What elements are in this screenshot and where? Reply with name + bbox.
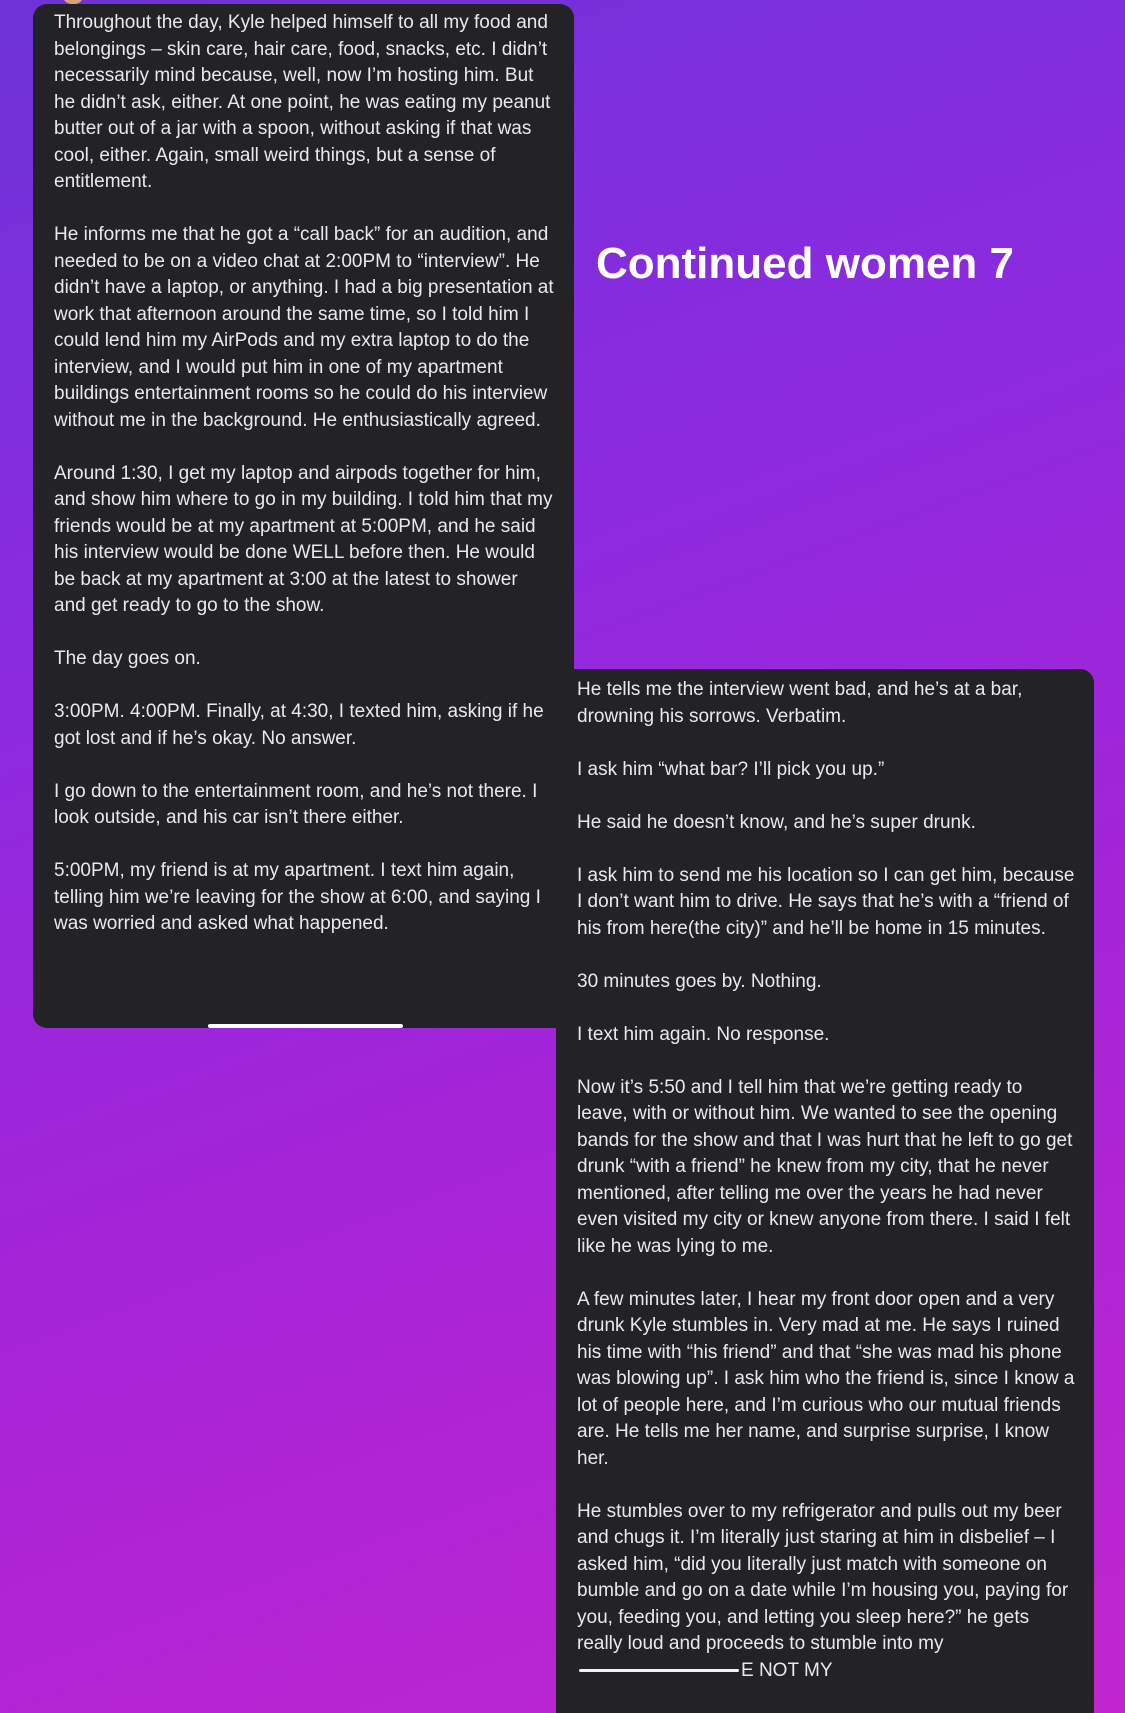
paragraph: I ask him “what bar? I’ll pick you up.” [577,758,885,780]
paragraph: 5:00PM, my friend is at my apartment. I text him again, telling him we’re leaving for the show at 6:00, and saying I was worried and asked what happened. [54,860,541,934]
paragraph: I ask him to send me his location so I can get him, because I don’t want him to drive. He says that he’s with a “friend of his from here(the city)” and he’ll be home in 15 minutes. [577,864,1075,939]
paragraph: I go down to the entertainment room, and he’s not there. I look outside, and his car isn’t there either. [54,780,538,828]
paragraph: 3:00PM. 4:00PM. Finally, at 4:30, I texted him, asking if he got lost and if he’s okay. No answer. [54,701,544,749]
paragraph: Throughout the day, Kyle helped himself to all my food and belongings – skin care, hair care, food, snacks, etc. I didn’t necessarily mind because, well, now I’m hosting him. But he didn’t ask, either. At one point, he was eating my peanut butter out of a jar with a spoon, without asking if that was cool, either. Again, small weird things, but a sense of entitlement. [54,12,551,192]
paragraph: The day goes on. [54,648,201,669]
paragraph: 30 minutes goes by. Nothing. [577,970,822,992]
paragraph-last-start: He stumbles over to my refrigerator and pulls out my beer and chugs it. I’m literally just staring at him in disbelief – I asked him, “did you literally just match with someone on bumble and go on a date while I’m housing you, paying for you, feeding you, and letting you sleep here?” he gets really loud and proceeds to stumble into my [577,1500,1069,1654]
paragraph: He informs me that he got a “call back” for an audition, and needed to be on a video chat at 2:00PM to “interview”. He didn’t have a laptop, or anything. I had a big presentation at work that afternoon around the same time, so I told him I could lend him my AirPods and my extra laptop to do the interview, and I would put him in one of my apartment buildings entertainment rooms so he could do his interview without me in the background. He enthusiastically agreed. [54,224,554,431]
paragraph: I text him again. No response. [577,1023,830,1045]
paragraph: Around 1:30, I get my laptop and airpods together for him, and show him where to go in my building. I told him that my friends would be at my apartment at 5:00PM, and he said his interview would be done WELL before then. He would be back at my apartment at 3:00 at the latest to shower and get ready to go to the show. [54,462,553,616]
paragraph-last-end: E NOT MY [741,1659,833,1681]
scroll-indicator [208,1024,403,1028]
story-headline: Continued women 7 [596,239,1014,288]
paragraph: He tells me the interview went bad, and he’s at a bar, drowning his sorrows. Verbatim. [577,679,1023,727]
story-text-card-right [556,669,1094,1713]
paragraph: He said he doesn’t know, and he’s super drunk. [577,811,976,833]
redaction-line [579,1669,739,1672]
paragraph-last [577,1499,1076,1685]
story-text-card-left [33,4,574,1028]
paragraph: A few minutes later, I hear my front door open and a very drunk Kyle stumbles in. Very mad at me. He says I ruined his time with “his friend” and that “she was mad his phone was blowing up”. I ask him who the friend is, since I know a lot of people here, and I’m curious who our mutual friends are. He tells me her name, and surprise surprise, I know her. [577,1288,1075,1469]
paragraph: Now it’s 5:50 and I tell him that we’re getting ready to leave, with or without him. We wanted to see the opening bands for the show and that I was hurt that he left to go get drunk “with a friend” he knew from my city, that he never mentioned, after telling me over the years he had never even visited my city or knew anyone from there. I said I felt like he was lying to me. [577,1076,1073,1257]
